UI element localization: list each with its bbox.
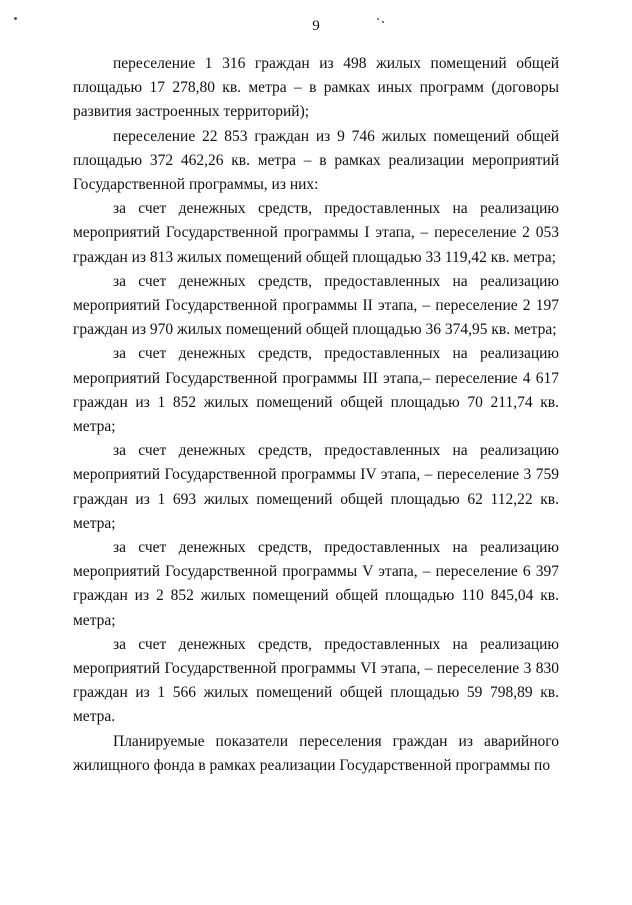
paragraph-stage-2: за счет денежных средств, предоставленных на реализацию мероприятий Государственной программы II этапа, – переселение 2 197 граждан из 970 жилых помещений общей площадью 36 374,95 кв. метра; (73, 272, 559, 339)
paragraph-resettlement-state-program: переселение 22 853 граждан из 9 746 жилых помещений общей площадью 372 462,26 кв. метра – в рамках реализации мероприятий Государственной программы, из них: (73, 127, 559, 194)
paragraph-stage-6: за счет денежных средств, предоставленных на реализацию мероприятий Государственной программы VI этапа, – переселение 3 830 граждан из 1 566 жилых помещений общей площадью 59 798,89 кв. метра. (73, 635, 559, 726)
body-text (73, 52, 559, 778)
paragraph-stage-1: за счет денежных средств, предоставленных на реализацию мероприятий Государственной программы I этапа, – переселение 2 053 граждан из 813 жилых помещений общей площадью 33 119,42 кв. метра; (73, 200, 559, 266)
paragraph-stage-5: за счет денежных средств, предоставленных на реализацию мероприятий Государственной программы V этапа, – переселение 6 397 граждан из 2 852 жилых помещений общей площадью 110 845,04 кв. метра; (73, 539, 559, 629)
page-number: 9 (312, 18, 320, 34)
paragraph-resettlement-other-programs: переселение 1 316 граждан из 498 жилых помещений общей площадью 17 278,80 кв. метра – в рамках иных программ (договоры развития застроенных территорий); (73, 55, 559, 121)
paragraph-planned-indicators: Планируемые показатели переселения граждан из аварийного жилищного фонда в рамках реализации Государственной программы по (73, 732, 559, 774)
paragraph-stage-3: за счет денежных средств, предоставленных на реализацию мероприятий Государственной программы III этапа,– переселение 4 617 граждан из 1 852 жилых помещений общей площадью 70 211,74 кв. метра; (73, 345, 559, 436)
paragraph-stage-4: за счет денежных средств, предоставленных на реализацию мероприятий Государственной программы IV этапа, – переселение 3 759 граждан из 1 693 жилых помещений общей площадью 62 112,22 кв. метра; (73, 442, 559, 532)
